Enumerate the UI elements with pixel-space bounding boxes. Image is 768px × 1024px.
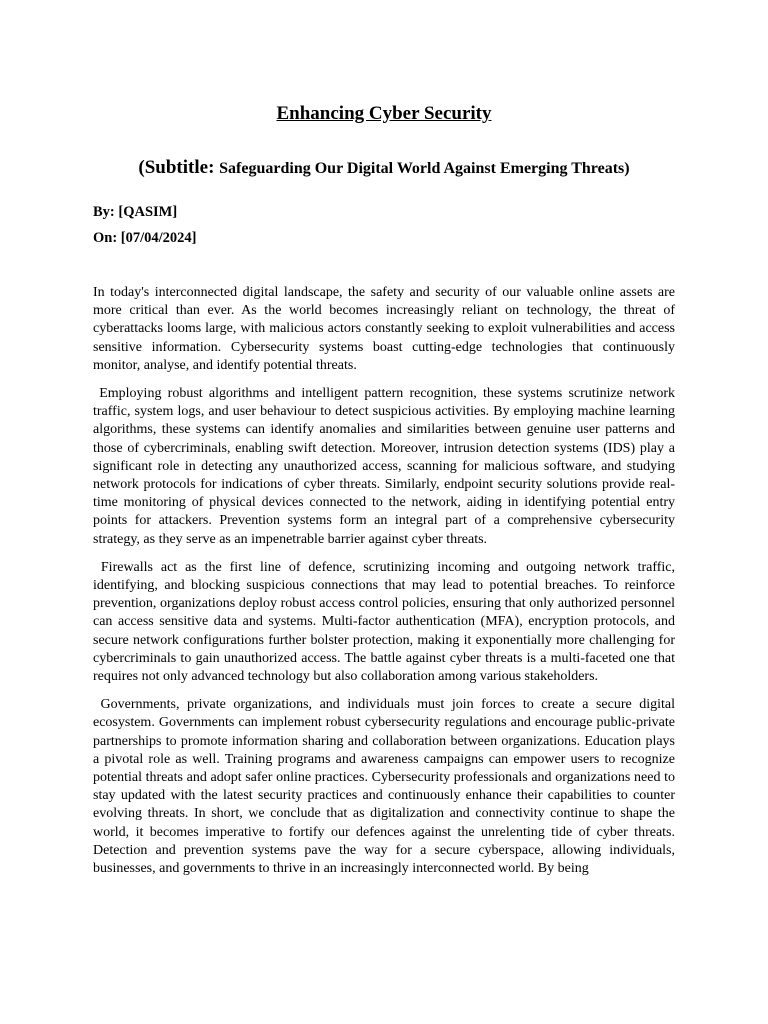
paragraph-3: Firewalls act as the first line of defence, scrutinizing incoming and outgoing network traffic, identifying, and blocking suspicious connections that may lead to potential breaches. To reinforce prevention, organizations deploy robust access control policies, ensuring that only authorized personnel can access sensitive data and systems. Multi-factor authentication (MFA), encryption protocols, and secure network configurations further bolster protection, making it exponentially more challenging for cybercriminals to gain unauthorized access. The battle against cyber threats is a multi-faceted one that requires not only advanced technology but also collaboration among various stakeholders. <box>93 559 676 685</box>
paragraph-1: In today's interconnected digital landscape, the safety and security of our valuable online assets are more critical than ever. As the world becomes increasingly reliant on technology, the threat of cyberattacks looms large, with malicious actors constantly seeking to exploit vulnerabilities and access sensitive information. Cybersecurity systems boast cutting-edge technologies that continuously monitor, analyse, and identify potential threats. <box>93 285 675 373</box>
author-line: By: [QASIM] <box>93 204 178 220</box>
paragraph-2: Employing robust algorithms and intelligent pattern recognition, these systems scrutinize network traffic, system logs, and user behaviour to detect suspicious activities. By employing machine learning algorithms, these systems can identify anomalies and similarities between genuine user patterns and those of cybercriminals, enabling swift detection. Moreover, intrusion detection systems (IDS) play a significant role in detecting any unauthorized access, scanning for malicious software, and studying network protocols for indications of cyber threats. Similarly, endpoint security solutions provide real-time monitoring of physical devices connected to the network, aiding in identifying potential entry points for attackers. Prevention systems form an integral part of a comprehensive cybersecurity strategy, as they serve as an impenetrable barrier against cyber threats. <box>93 386 675 547</box>
document-body <box>93 284 675 878</box>
paragraph-4: Governments, private organizations, and individuals must join forces to create a secure digital ecosystem. Governments can implement robust cybersecurity regulations and encourage public-private partnerships to promote information sharing and collaboration between organizations. Education plays a pivotal role as well. Training programs and awareness campaigns can empower users to recognize potential threats and adopt safer online practices. Cybersecurity professionals and organizations need to stay updated with the latest security practices and continuously enhance their capabilities to counter evolving threats. In short, we conclude that as digitalization and connectivity continue to shape the world, it becomes imperative to fortify our defences against the unrelenting tide of cyber threats. Detection and prevention systems pave the way for a secure cyberspace, allowing individuals, businesses, and governments to thrive in an increasingly interconnected world. By being <box>93 697 675 877</box>
page-title: Enhancing Cyber Security <box>276 103 492 124</box>
subtitle-text: Safeguarding Our Digital World Against Emerging Threats) <box>219 160 630 177</box>
page-subtitle <box>93 155 675 182</box>
date-line: On: [07/04/2024] <box>93 230 197 246</box>
subtitle-lead: (Subtitle: <box>138 157 220 178</box>
